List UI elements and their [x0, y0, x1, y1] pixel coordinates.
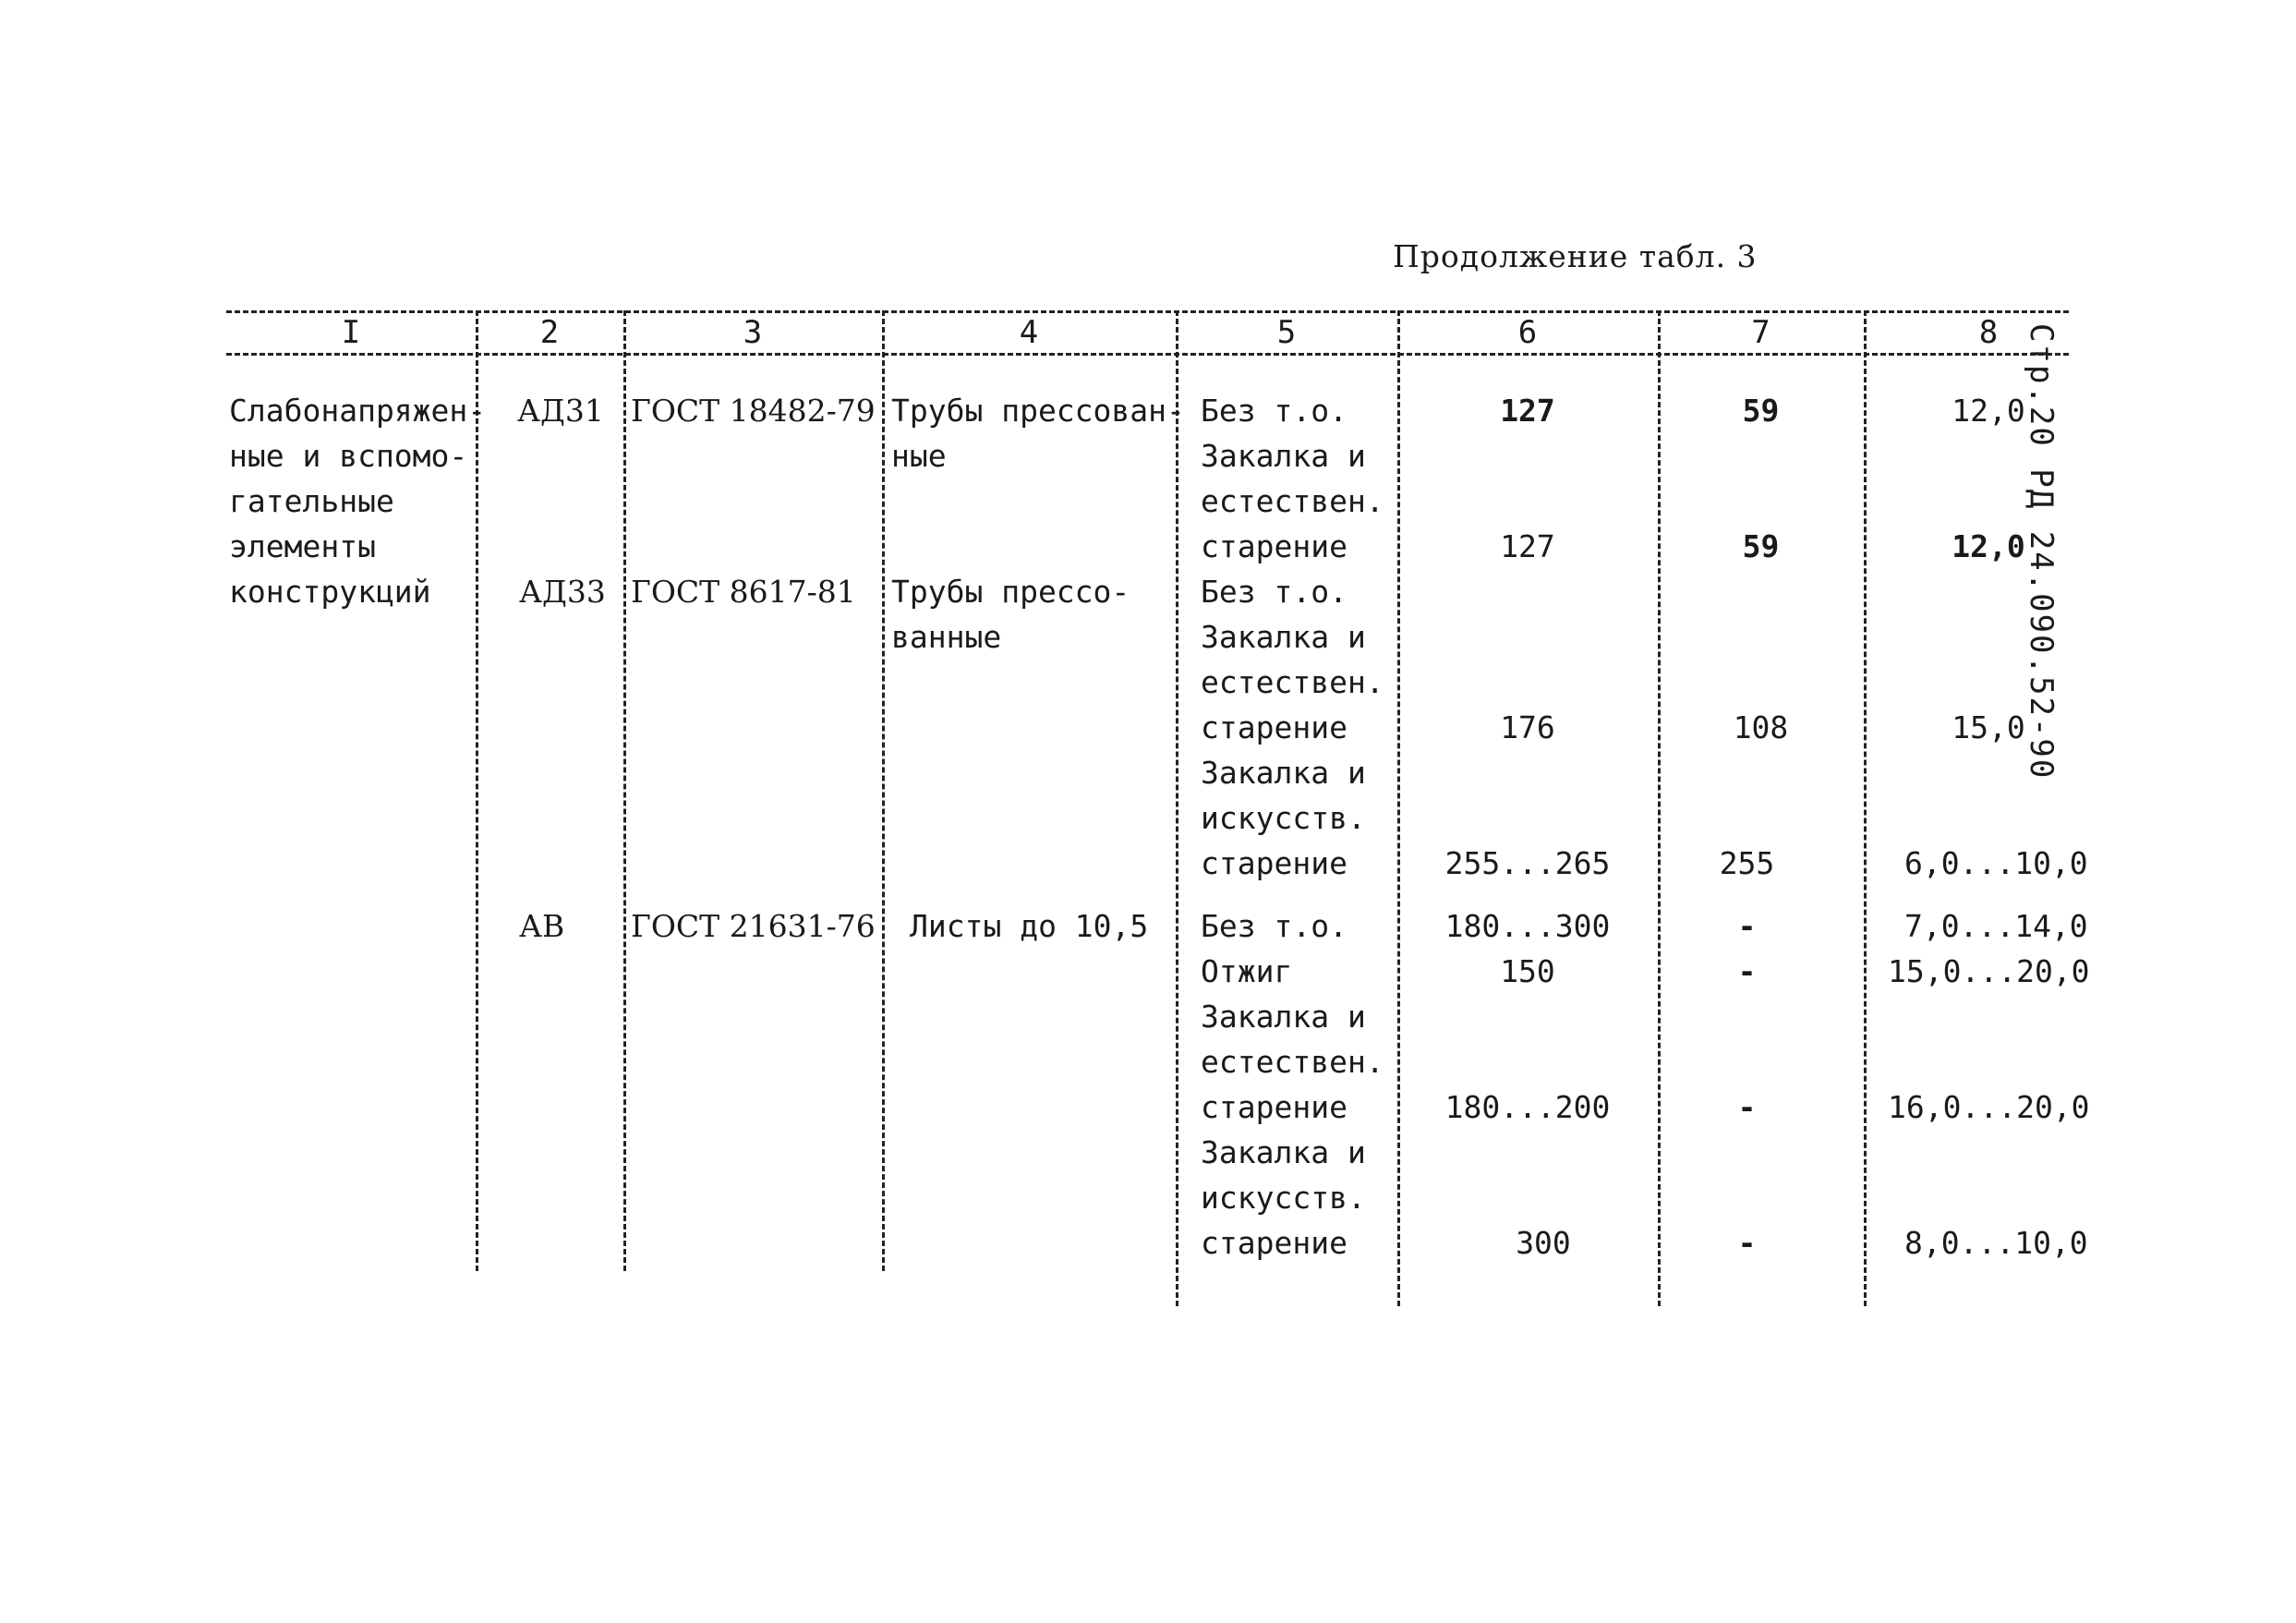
treatment-line: естествен. — [1201, 664, 1384, 700]
treatment-line: Закалка и — [1201, 999, 1366, 1035]
treatment-line: естествен. — [1201, 1044, 1384, 1080]
treatment-line: старение — [1201, 845, 1347, 881]
treatment-line: Отжиг — [1201, 953, 1293, 989]
column-divider-6 — [1658, 310, 1661, 1306]
treatment-line: Без т.о. — [1201, 574, 1347, 610]
treatment-line: искусств. — [1201, 1180, 1366, 1216]
page-side-label: Стр.20 РД 24.090.52-90 — [2023, 323, 2060, 781]
value-c8: 6,0...10,0 — [1904, 845, 2088, 881]
value-c7: 255 — [1719, 845, 1775, 881]
value-c8: 15,0 — [1952, 709, 2025, 745]
purpose-line-2: ные и вспомо- — [229, 438, 468, 474]
value-c6: 127 — [1500, 528, 1555, 564]
value-c8: 12,0 — [1952, 393, 2025, 429]
column-divider-4 — [1176, 310, 1178, 1306]
product-2-line-1: Трубы прессо- — [891, 574, 1130, 610]
standard-2: ГОСТ 8617-81 — [631, 574, 856, 610]
value-c7: 59 — [1742, 393, 1780, 429]
value-c6: 255...265 — [1444, 845, 1611, 881]
value-c7: 59 — [1742, 528, 1780, 564]
header-col-6: 6 — [1517, 314, 1538, 351]
value-c6: 150 — [1500, 953, 1555, 989]
purpose-line-3: гательные — [229, 483, 394, 519]
purpose-line-1: Слабонапряжен- — [229, 393, 487, 429]
product-2-line-2: ванные — [891, 619, 1002, 655]
value-c6: 176 — [1500, 709, 1555, 745]
header-col-1: I — [341, 314, 361, 351]
header-col-8: 8 — [1978, 314, 1999, 351]
value-c6: 180...300 — [1444, 908, 1611, 944]
value-c8: 7,0...14,0 — [1904, 908, 2088, 944]
value-c8: 15,0...20,0 — [1888, 953, 2090, 989]
value-c7: - — [1737, 908, 1757, 944]
treatment-line: Без т.о. — [1201, 393, 1347, 429]
treatment-line: старение — [1201, 528, 1347, 564]
treatment-line: старение — [1201, 709, 1347, 745]
value-c8: 12,0 — [1952, 528, 2025, 564]
value-c7: - — [1737, 1225, 1757, 1261]
product-1-line-1: Трубы прессован- — [891, 393, 1185, 429]
treatment-line: старение — [1201, 1225, 1347, 1261]
alloy-av: АВ — [519, 908, 565, 944]
column-divider-2 — [623, 310, 626, 1271]
treatment-line: Закалка и — [1201, 1134, 1366, 1170]
value-c6: 300 — [1516, 1225, 1571, 1261]
value-c8: 8,0...10,0 — [1904, 1225, 2088, 1261]
header-col-3: 3 — [743, 314, 763, 351]
header-col-4: 4 — [1019, 314, 1039, 351]
value-c7: 108 — [1733, 709, 1789, 745]
treatment-line: старение — [1201, 1089, 1347, 1125]
treatment-line: Закалка и — [1201, 438, 1366, 474]
treatment-line: Закалка и — [1201, 755, 1366, 791]
standard-3: ГОСТ 21631-76 — [631, 908, 876, 944]
header-top-rule — [226, 310, 2069, 313]
treatment-line: искусств. — [1201, 800, 1366, 836]
value-c6: 127 — [1500, 393, 1555, 429]
value-c7: - — [1737, 1089, 1757, 1125]
header-col-2: 2 — [539, 314, 560, 351]
alloy-ad31: АД31 — [517, 393, 604, 429]
header-col-7: 7 — [1751, 314, 1770, 351]
header-col-5: 5 — [1276, 314, 1297, 351]
treatment-line: Закалка и — [1201, 619, 1366, 655]
column-divider-3 — [882, 310, 885, 1271]
value-c6: 180...200 — [1444, 1089, 1611, 1125]
purpose-line-5: конструкций — [229, 574, 431, 610]
product-3-line-1: Листы до 10,5 — [910, 908, 1149, 944]
column-divider-1 — [476, 310, 478, 1271]
column-divider-5 — [1397, 310, 1400, 1306]
product-1-line-2: ные — [891, 438, 947, 474]
value-c7: - — [1737, 953, 1757, 989]
table-caption: Продолжение табл. 3 — [1393, 238, 1758, 274]
value-c8: 16,0...20,0 — [1888, 1089, 2090, 1125]
treatment-line: Без т.о. — [1201, 908, 1347, 944]
standard-1: ГОСТ 18482-79 — [631, 393, 876, 429]
column-divider-7 — [1864, 310, 1867, 1306]
header-bottom-rule — [226, 353, 2069, 356]
alloy-ad33: АД33 — [519, 574, 606, 610]
purpose-line-4: элементы — [229, 528, 376, 564]
treatment-line: естествен. — [1201, 483, 1384, 519]
